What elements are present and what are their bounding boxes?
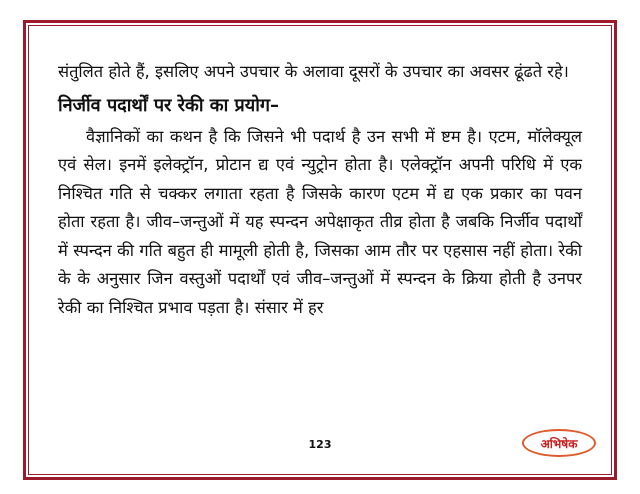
author-badge: अभिषेक [522,429,596,457]
section-heading: निर्जीव पदार्थों पर रेकी का प्रयोग– [58,94,280,116]
page-number: 123 [308,438,332,451]
paragraph-body: वैज्ञानिकों का कथन है कि जिसने भी पदार्थ है उन सभी में ष्टम है। एटम, मॉलेक्यूल एवं सेल। इनमें इलेक्ट्रॉन, प्रोटान द्य एवं न्युट्रोन होता है। एलेक्ट्रॉन अपनी परिधि में एक निश्चित गति से चक्कर लगाता रहता है जिसके कारण एटम में द्य एक प्रकार का पवन होता रहता है। जीव–जन्तुओं में यह स्पन्दन अपेक्षाकृत तीव्र होता है जबकि निर्जीव पदार्थों में स्पन्दन की गति बहुत ही मामूली होती है, जिसका आम तौर पर एहसास नहीं होता। रेकी के के अनुसार जिन वस्तुओं पदार्थों एवं जीव–जन्तुओं में स्पन्दन के क्रिया होती है उनपर रेकी का निश्चित प्रभाव पड़ता है। संसार में हर [58,126,582,317]
page-content [58,58,582,322]
paragraph-top: संतुलित होते हैं, इसलिए अपने उपचार के अलावा दूसरों के उपचार का अवसर ढूंढते रहे। [58,62,569,81]
